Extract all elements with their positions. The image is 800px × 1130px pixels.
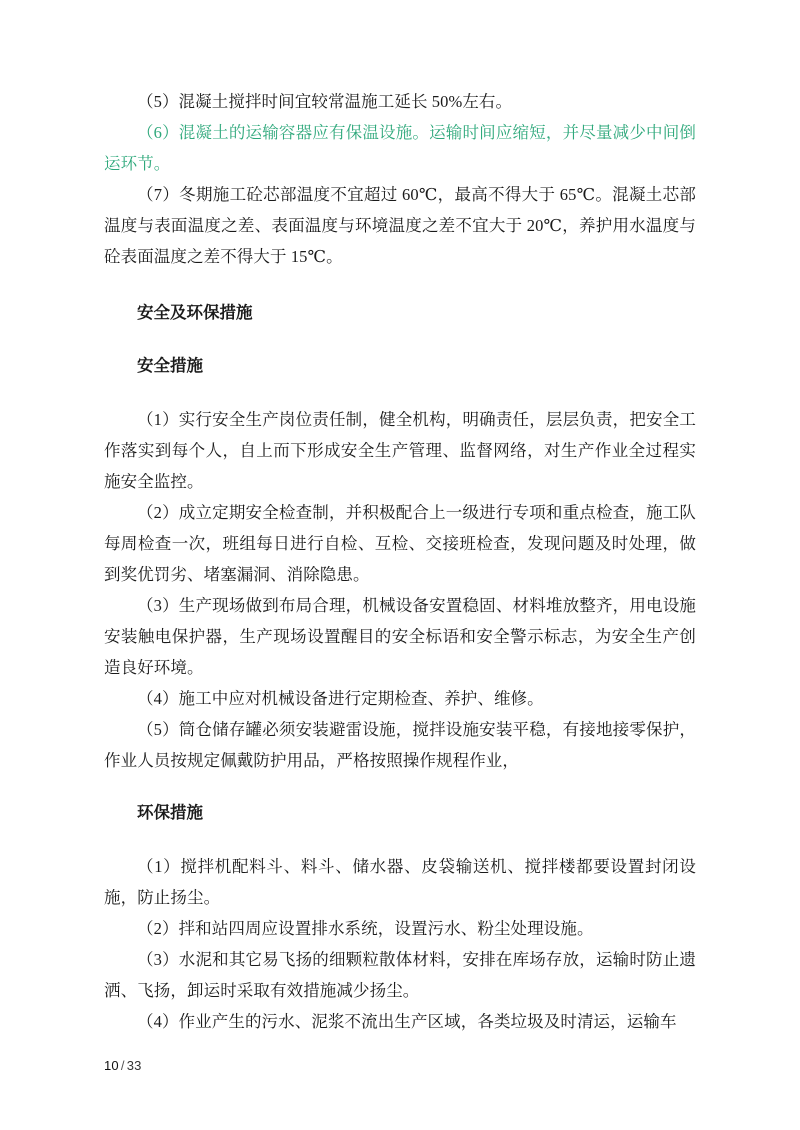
environment-item-1: （1）搅拌机配料斗、料斗、储水器、皮袋输送机、搅拌楼都要设置封闭设施，防止扬尘。 xyxy=(104,857,696,907)
spacer xyxy=(104,272,696,298)
footer-separator: / xyxy=(120,1058,125,1073)
spacer xyxy=(104,776,696,798)
safety-item-4: （4）施工中应对机械设备进行定期检查、养护、维修。 xyxy=(137,689,544,708)
safety-item-5: （5）筒仓储存罐必须安装避雷设施，搅拌设施安装平稳，有接地接零保护，作业人员按规定佩戴防护用品，严格按照操作规程作业， xyxy=(104,720,696,770)
safety-item-3: （3）生产现场做到布局合理，机械设备安置稳固、材料堆放整齐，用电设施安装触电保护器，生产现场设置醒目的安全标语和安全警示标志，为安全生产创造良好环境。 xyxy=(104,596,696,677)
subsection-heading-safety: 安全措施 xyxy=(137,357,203,375)
page-footer xyxy=(104,1058,142,1073)
environment-item-4: （4）作业产生的污水、泥浆不流出生产区域，各类垃圾及时清运，运输车 xyxy=(137,1012,677,1031)
safety-item-1: （1）实行安全生产岗位责任制，健全机构，明确责任，层层负责，把安全工作落实到每个人，自上而下形成安全生产管理、监督网络，对生产作业全过程实施安全监控。 xyxy=(104,410,696,491)
spacer xyxy=(104,829,696,851)
environment-item-3: （3）水泥和其它易飞扬的细颗粒散体材料，安排在库场存放，运输时防止遗洒、飞扬，卸运时采取有效措施减少扬尘。 xyxy=(104,950,696,1000)
spacer xyxy=(104,329,696,351)
subsection-heading-environment: 环保措施 xyxy=(137,804,203,822)
paragraph-item-7: （7）冬期施工砼芯部温度不宜超过 60℃，最高不得大于 65℃。混凝土芯部温度与表面温度之差、表面温度与环境温度之差不宜大于 20℃，养护用水温度与砼表面温度之差不得大于 15℃。 xyxy=(104,185,696,266)
paragraph-item-6: （6）混凝土的运输容器应有保温设施。运输时间应缩短，并尽量减少中间倒运环节。 xyxy=(104,123,696,173)
paragraph-item-5: （5）混凝土搅拌时间宜较常温施工延长 50%左右。 xyxy=(137,92,513,111)
environment-item-2: （2）拌和站四周应设置排水系统，设置污水、粉尘处理设施。 xyxy=(137,919,594,938)
safety-item-2: （2）成立定期安全检查制，并积极配合上一级进行专项和重点检查，施工队每周检查一次，班组每日进行自检、互检、交接班检查，发现问题及时处理，做到奖优罚劣、堵塞漏洞、消除隐患。 xyxy=(104,503,696,584)
footer-current-page: 10 xyxy=(104,1058,119,1073)
section-heading-safety-environment: 安全及环保措施 xyxy=(137,304,253,322)
spacer xyxy=(104,382,696,404)
footer-total-pages: 33 xyxy=(126,1058,142,1073)
